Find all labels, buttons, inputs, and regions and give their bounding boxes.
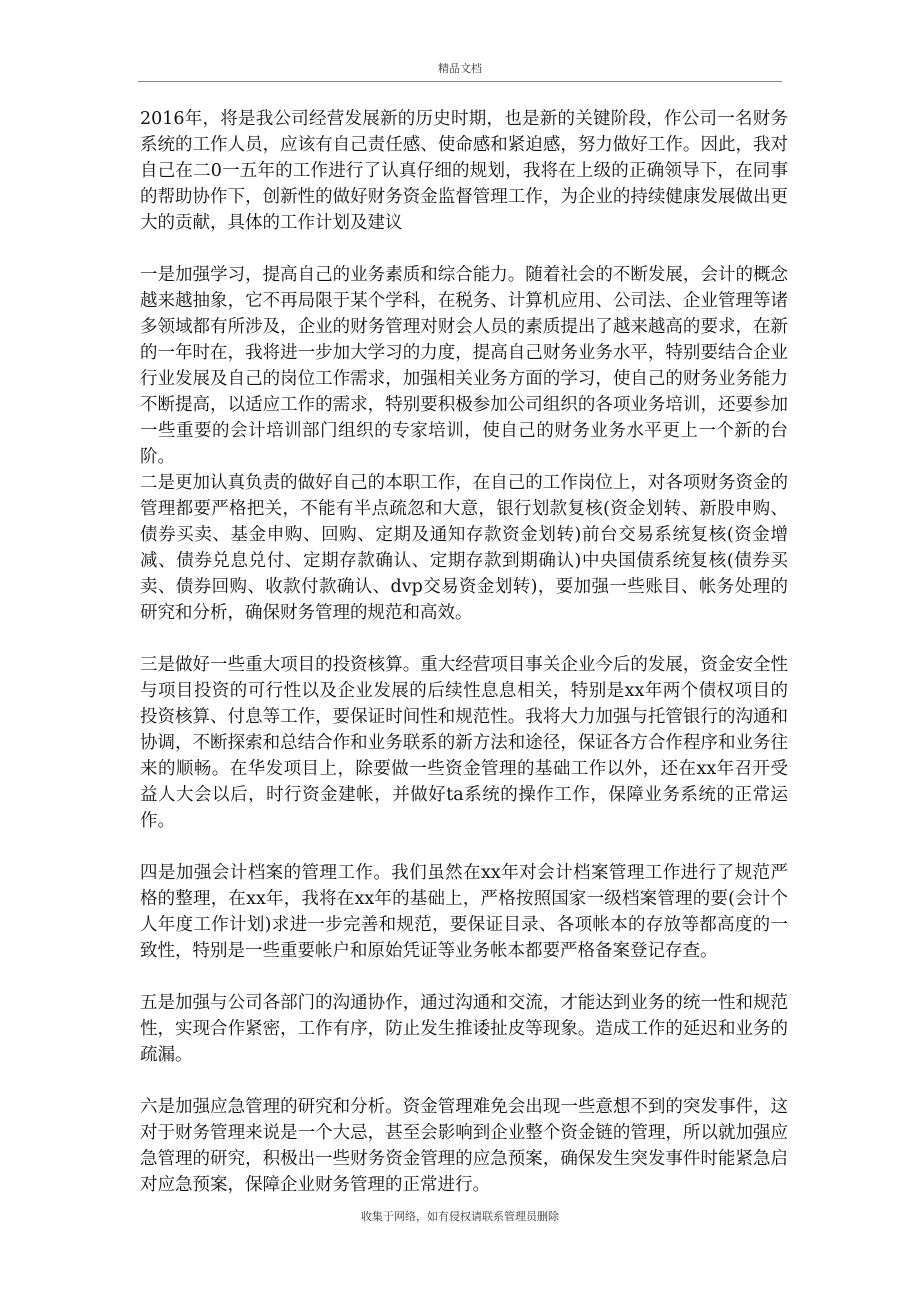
page-header: 精品文档: [438, 62, 482, 75]
paragraph-intro: 2016年，将是我公司经营发展新的历史时期，也是新的关键阶段，作公司一名财务系统的工作人员，应该有自己责任感、使命感和紧迫感，努力做好工作。因此，我对自己在二0一五年的工作进行了认真仔细的规划，我将在上级的正确领导下，在同事的帮助协作下，创新性的做好财务资金监督管理工作，为企业的持续健康发展做出更大的贡献，具体的工作计划及建议: [140, 109, 788, 233]
paragraph-item-3: 三是做好一些重大项目的投资核算。重大经营项目事关企业今后的发展，资金安全性与项目投资的可行性以及企业发展的后续性息息相关，特别是xx年两个债权项目的投资核算、付息等工作，要保证时间性和规范性。我将大力加强与托管银行的沟通和协调，不断探索和总结合作和业务联系的新方法和途径，保证各方合作程序和业务往来的顺畅。在华发项目上，除要做一些资金管理的基础工作以外，还在xx年召开受益人大会以后，时行资金建帐，并做好ta系统的操作工作，保障业务系统的正常运作。: [140, 655, 788, 831]
document-body: [140, 106, 788, 1198]
header-divider: [138, 81, 782, 82]
paragraph-item-5: 五是加强与公司各部门的沟通协作，通过沟通和交流，才能达到业务的统一性和规范性，实现合作紧密，工作有序，防止发生推诿扯皮等现象。造成工作的延迟和业务的疏漏。: [140, 993, 788, 1065]
paragraph-item-1: 一是加强学习，提高自己的业务素质和综合能力。随着社会的不断发展，会计的概念越来越抽象，它不再局限于某个学科，在税务、计算机应用、公司法、企业管理等诸多领域都有所涉及，企业的财务管理对财会人员的素质提出了越来越高的要求，在新的一年时在，我将进一步加大学习的力度，提高自己财务业务水平，特别要结合企业行业发展及自己的岗位工作需求，加强相关业务方面的学习，使自己的财务业务能力不断提高，以适应工作的需求，特别要积极参加公司组织的各项业务培训，还要参加一些重要的会计培训部门组织的专家培训，使自己的财务业务水平更上一个新的台阶。: [140, 265, 788, 467]
page-footer: 收集于网络，如有侵权请联系管理员删除: [361, 1210, 559, 1223]
paragraph-item-4: 四是加强会计档案的管理工作。我们虽然在xx年对会计档案管理工作进行了规范严格的整理，在xx年，我将在xx年的基础上，严格按照国家一级档案管理的要(会计个人年度工作计划)求进一步完善和规范，要保证目录、各项帐本的存放等都高度的一致性，特别是一些重要帐户和原始凭证等业务帐本都要严格备案登记存查。: [140, 863, 788, 961]
paragraph-item-6: 六是加强应急管理的研究和分析。资金管理难免会出现一些意想不到的突发事件，这对于财务管理来说是一个大忌，甚至会影响到企业整个资金链的管理，所以就加强应急管理的研究，积极出一些财务资金管理的应急预案，确保发生突发事件时能紧急启对应急预案，保障企业财务管理的正常进行。: [140, 1097, 788, 1195]
paragraph-item-2: 二是更加认真负责的做好自己的本职工作，在自己的工作岗位上，对各项财务资金的管理都要严格把关，不能有半点疏忽和大意，银行划款复核(资金划转、新股申购、债券买卖、基金申购、回购、定期及通知存款资金划转)前台交易系统复核(资金增减、债券兑息兑付、定期存款确认、定期存款到期确认)中央国债系统复核(债券买卖、债券回购、收款付款确认、dvp交易资金划转)，要加强一些账目、帐务处理的研究和分析，确保财务管理的规范和高效。: [140, 473, 788, 623]
